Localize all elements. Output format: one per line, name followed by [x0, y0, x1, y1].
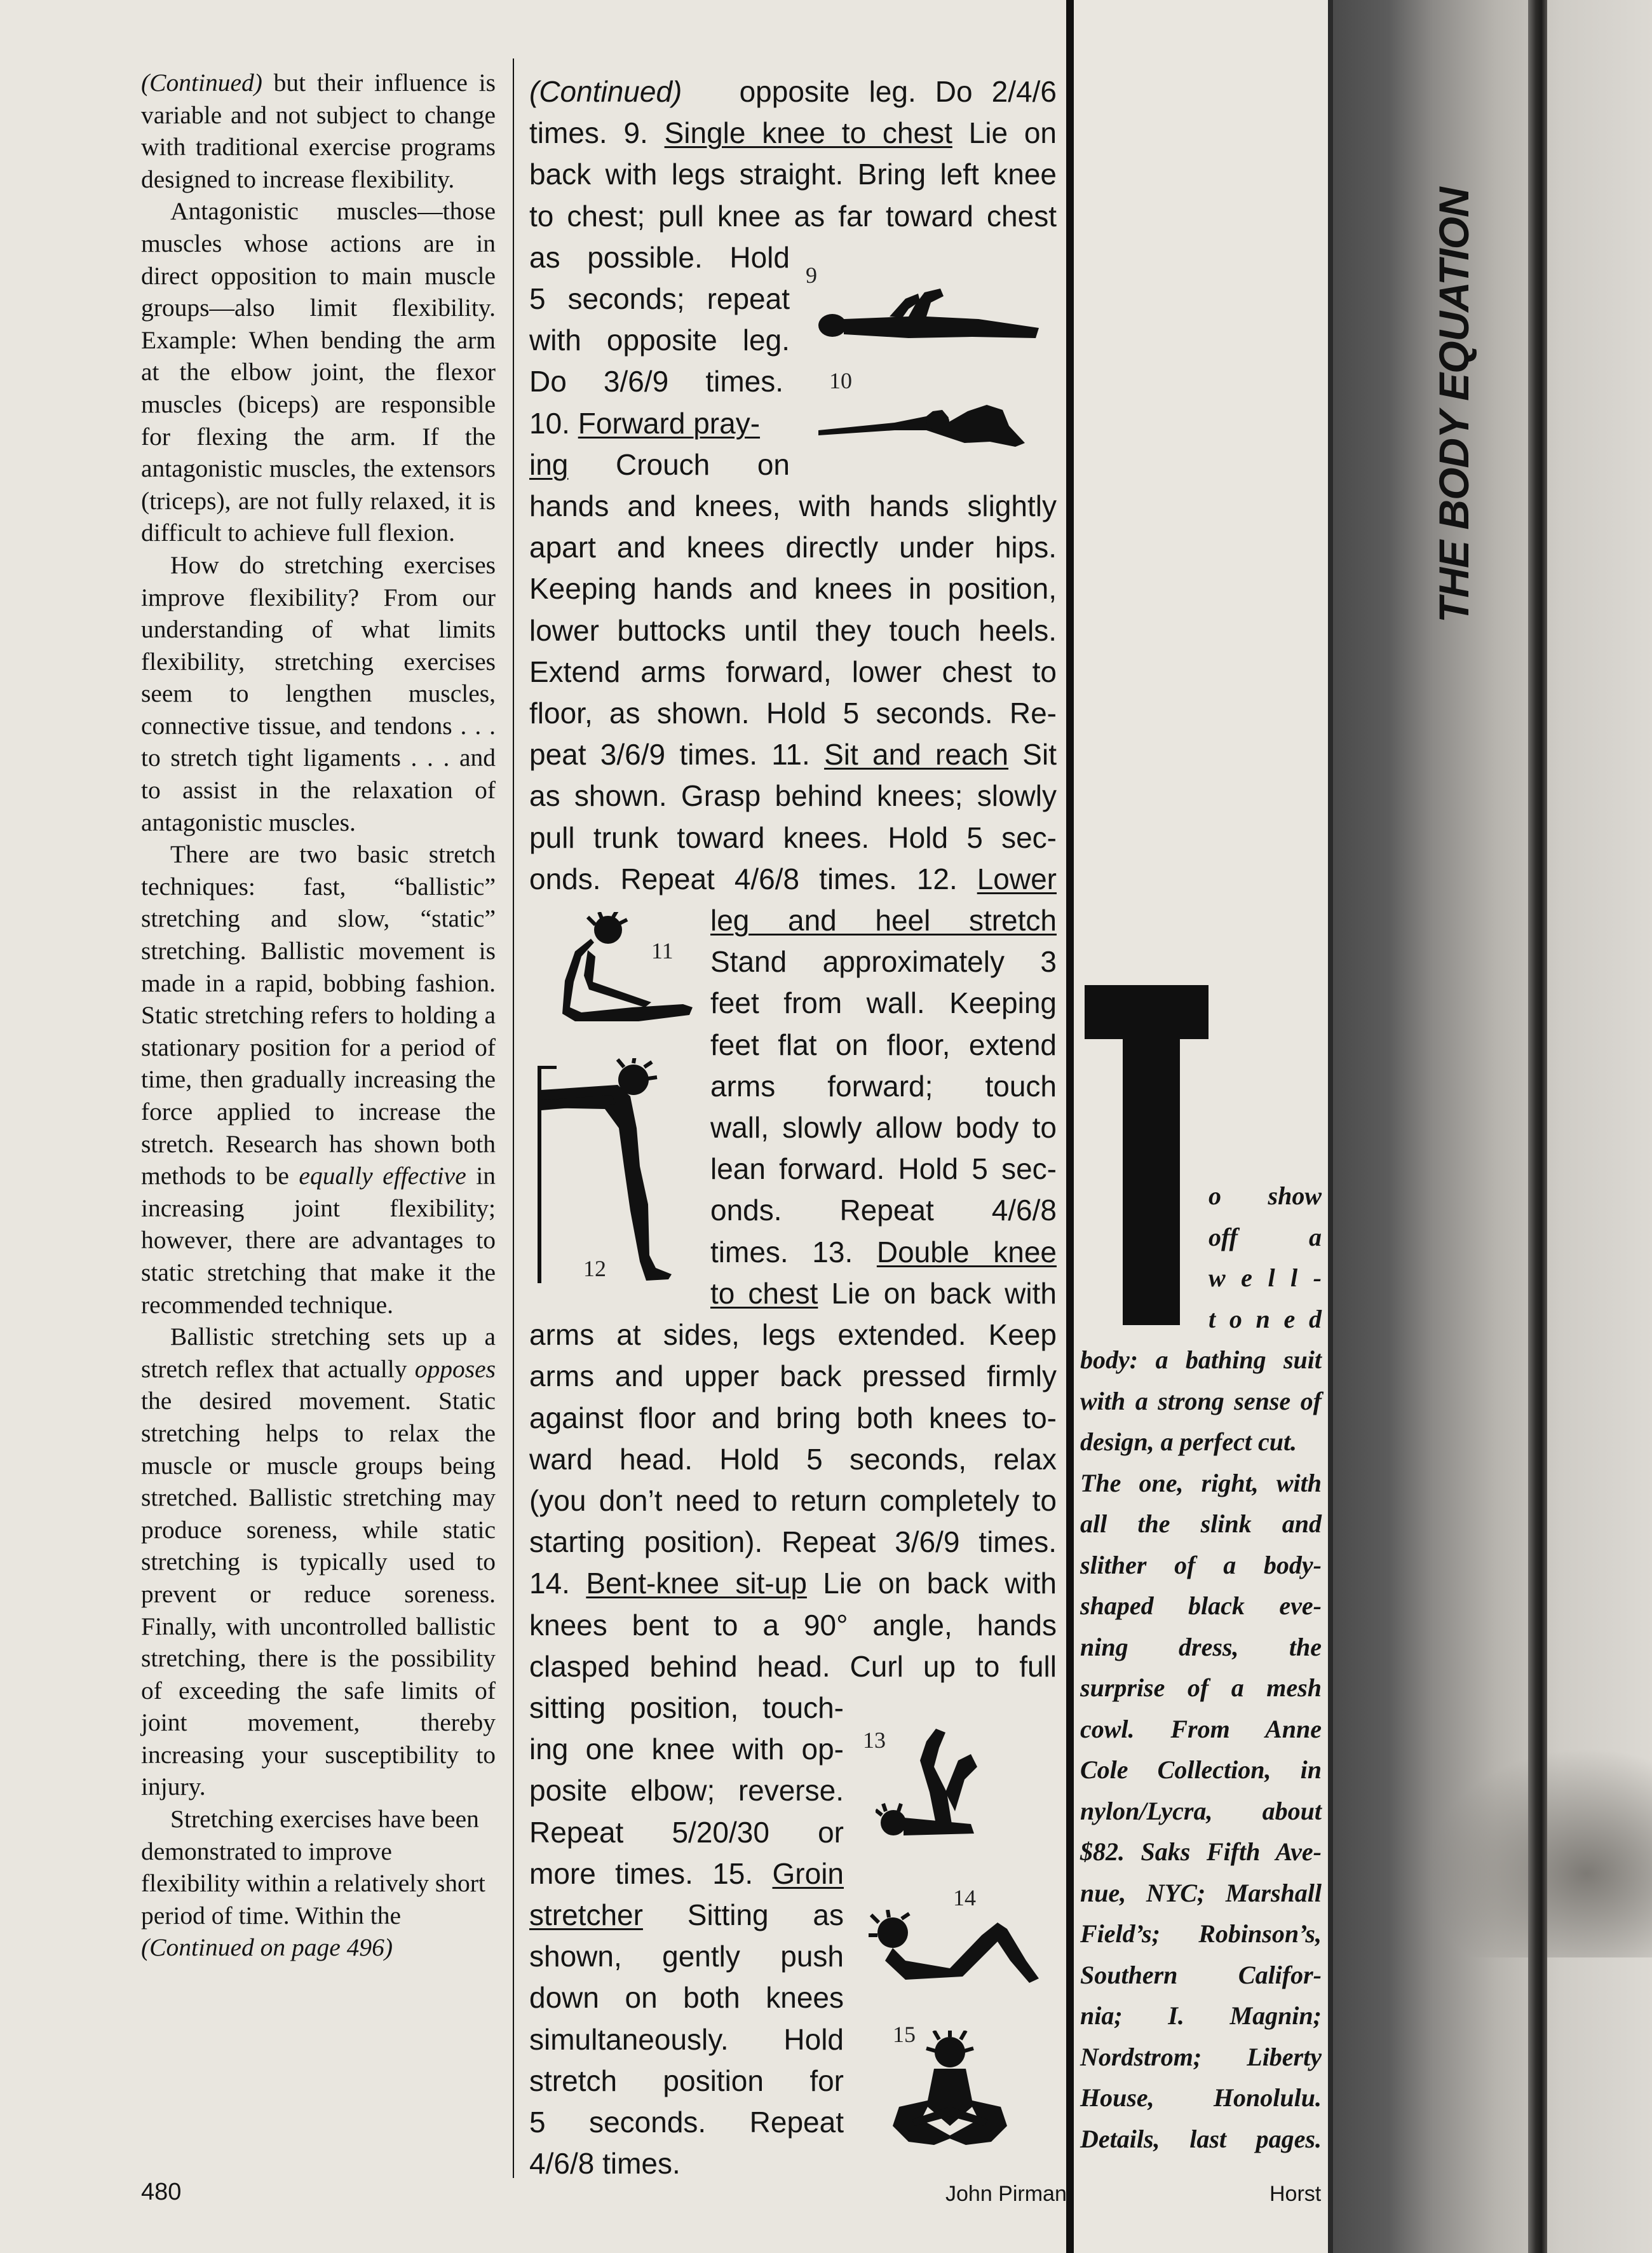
text-line: apart and knees directly under hips. — [529, 531, 1057, 564]
text-line: back with legs straight. Bring left knee — [529, 158, 1057, 191]
text-line: down on both knees — [529, 1981, 844, 2015]
exercise-title: to chest — [710, 1276, 818, 1310]
text-line: (Continued) opposite leg. Do 2/4/6 — [529, 75, 1057, 108]
text-line: Stand approximately 3 — [710, 945, 1057, 979]
figure-bent-knee-sit-up — [867, 1910, 1039, 1986]
caption-line: cowl. From Anne — [1080, 1714, 1322, 1743]
paragraph: Stretching exercises have been demonstrated to improve flexibility within a relatively short period of time. Within the (Continued on page 496) — [141, 1805, 485, 1962]
text-line: feet from wall. Keeping — [710, 986, 1057, 1020]
text-line: sitting position, touch- — [529, 1691, 844, 1724]
figure-double-knee-to-chest — [876, 1722, 996, 1849]
caption-line: nia; I. Magnin; — [1080, 2001, 1322, 2030]
text-line: pull trunk toward knees. Hold 5 sec- — [529, 820, 1057, 854]
caption-line: slither of a body- — [1080, 1550, 1322, 1579]
text-line: times. 13. Double knee — [710, 1235, 1057, 1269]
figure-forward-praying — [818, 391, 1028, 451]
paragraph: Antagonistic muscles—those muscles whose actions are in direct opposition to main muscle groups—also limit flexibility. Example: When bending the arm at the elbow joint, the flexor muscles (biceps) are responsible for flexing the arm. If the antagonistic muscles, the extensors (triceps), are not fully relaxed, it is difficult to achieve full flexion. — [141, 197, 496, 547]
text-line: feet flat on floor, extend — [710, 1028, 1057, 1061]
text-line: peat 3/6/9 times. 11. Sit and reach Sit — [529, 738, 1057, 772]
photo-pole — [1528, 0, 1547, 2253]
text-line: as shown. Grasp behind knees; slowly — [529, 779, 1057, 813]
bent-knee-sit-up-silhouette — [867, 1910, 1039, 1986]
text-line: onds. Repeat 4/6/8 times. 12. Lower — [529, 862, 1057, 895]
caption-line: off a — [1209, 1222, 1322, 1251]
figure-number-13: 13 — [863, 1727, 886, 1753]
exercise-title: Forward pray- — [578, 406, 761, 440]
text-line — [710, 900, 1057, 941]
text-line: arms forward; touch — [710, 1069, 1057, 1103]
text-line: stretch position for — [529, 2064, 844, 2097]
caption-line: Southern Califor- — [1080, 1960, 1322, 1989]
text-line: against floor and bring both knees to- — [529, 1401, 1057, 1434]
exercise-title: stretcher — [529, 1898, 643, 1931]
caption-line: Cole Collection, in — [1080, 1755, 1322, 1784]
exercise-title: Sit and reach — [824, 738, 1009, 772]
text-line: posite elbow; reverse. — [529, 1774, 844, 1807]
exercise-title: leg and heel stretch — [710, 904, 1057, 937]
section-title-text: THE BODY EQUATION — [1430, 187, 1477, 623]
caption-line: all the slink and — [1080, 1509, 1322, 1538]
text-line: more times. 15. Groin — [529, 1856, 844, 1890]
text-line: 14. Bent-knee sit-up Lie on back with — [529, 1567, 1057, 1600]
text-line: clasped behind head. Curl up to full — [529, 1649, 1057, 1683]
paragraph: Ballistic stretching sets up a stretch reflex that actually opposes the desired movement. Static stretching helps to relax the muscle or muscle groups being stretched. Ballistic stretching may produce soreness, while static stretching is typically used to prevent or reduce soreness. Finally, with uncontrolled ballistic stretching, there is the possibility of exceeding the safe limits of joint movement, thereby increasing your susceptibility to injury. — [141, 1323, 496, 1801]
text-line: floor, as shown. Hold 5 seconds. Re- — [529, 697, 1057, 730]
text-line: hands and knees, with hands slightly — [529, 489, 1057, 523]
paragraph: How do stretching exercises improve flexibility? From our understanding of what limits flexibility, stretching exercises seem to lengthen muscles, connective tissue, and tendons . . . to stretch tight ligaments . . . and to assist in the relaxation of antagonistic muscles. — [141, 550, 496, 836]
groin-stretcher-silhouette — [890, 2031, 1010, 2158]
left-column — [141, 67, 496, 1964]
text-line: Extend arms forward, lower chest to — [529, 655, 1057, 688]
text-line: 4/6/8 times. — [529, 2147, 680, 2181]
exercise-title: Lower — [977, 862, 1057, 895]
caption-line: t o n e d — [1209, 1304, 1322, 1333]
text-line: simultaneously. Hold — [529, 2022, 844, 2056]
column-rule-thick — [1066, 0, 1074, 2253]
text-line: starting position). Repeat 3/6/9 times. — [529, 1525, 1057, 1559]
text-line: wall, slowly allow body to — [710, 1111, 1057, 1145]
exercise-title: ing — [529, 447, 569, 481]
section-title — [1334, 38, 1500, 661]
caption-line: The one, right, with — [1080, 1468, 1322, 1497]
caption-line: ning dress, the — [1080, 1632, 1322, 1661]
caption-line: with a strong sense of — [1080, 1386, 1322, 1415]
column-rule-left — [513, 58, 514, 2178]
text-line: ward head. Hold 5 seconds, relax — [529, 1442, 1057, 1476]
text-line: shown, gently push — [529, 1940, 844, 1973]
text-line: as possible. Hold — [529, 240, 790, 274]
text-line: onds. Repeat 4/6/8 — [710, 1194, 1057, 1227]
caption-line: shaped black eve- — [1080, 1591, 1322, 1620]
text-line: lean forward. Hold 5 sec- — [710, 1152, 1057, 1186]
caption-line: body: a bathing suit — [1080, 1345, 1322, 1374]
text-line: 5 seconds; repeat — [529, 282, 790, 316]
exercise-title: Double knee — [876, 1235, 1057, 1269]
caption-line: Details, last pages. — [1080, 2124, 1322, 2153]
paragraph: (Continued) but their influence is variable and not subject to change with traditional exercise programs designed to increase flexibility. — [141, 69, 496, 193]
caption-line: design, a perfect cut. — [1080, 1427, 1297, 1456]
caption-line: nylon/Lycra, about — [1080, 1796, 1322, 1825]
forward-praying-silhouette — [818, 391, 1028, 451]
figure-number-14: 14 — [953, 1885, 976, 1910]
text-line: stretcher Sitting as — [529, 1898, 844, 1931]
caption-column — [1080, 1176, 1322, 2160]
text-line: 10. Forward pray- — [529, 406, 761, 440]
figure-number-11: 11 — [651, 938, 674, 963]
figure-sit-and-reach — [556, 912, 696, 1023]
figure-groin-stretcher — [890, 2031, 1010, 2158]
continued-on-page: (Continued on page 496) — [141, 1933, 393, 1962]
text-line: ing Crouch on — [529, 447, 790, 481]
figure-single-knee-to-chest — [813, 280, 1042, 350]
caption-line: $82. Saks Fifth Ave- — [1080, 1837, 1322, 1866]
photographer-credit: Horst — [1269, 2182, 1322, 2206]
exercise-title: Groin — [772, 1856, 844, 1890]
illustrator-credit: John Pirman — [945, 2182, 1067, 2206]
caption-line: Nordstrom; Liberty — [1080, 2042, 1322, 2071]
single-knee-to-chest-silhouette — [813, 280, 1042, 350]
lower-leg-and-heel-stretch-silhouette — [535, 1058, 700, 1284]
text-line: Do 3/6/9 times. — [529, 365, 783, 398]
caption-line: Field’s; Robinson’s, — [1080, 1919, 1322, 1948]
text-line: arms and upper back pressed firmly — [529, 1359, 1057, 1393]
continued-label: (Continued) — [141, 69, 262, 97]
text-line: to chest Lie on back with — [710, 1276, 1057, 1310]
exercise-title: Bent-knee sit-up — [586, 1567, 807, 1600]
caption-line: w e l l - — [1209, 1263, 1322, 1292]
text-line: knees bent to a 90° angle, hands — [529, 1608, 1057, 1642]
caption-line: nue, NYC; Marshall — [1080, 1878, 1322, 1907]
text-line: Repeat 5/20/30 or — [529, 1815, 844, 1849]
text-line: with opposite leg. — [529, 323, 790, 357]
text-line: to chest; pull knee as far toward chest — [529, 199, 1057, 233]
figure-number-12: 12 — [583, 1256, 606, 1281]
page-number: 480 — [141, 2179, 182, 2205]
double-knee-to-chest-silhouette — [876, 1722, 996, 1849]
text-line: 5 seconds. Repeat — [529, 2105, 844, 2139]
text-line: times. 9. Single knee to chest Lie on — [529, 116, 1057, 150]
exercise-title: Single knee to chest — [664, 116, 952, 150]
paragraph: There are two basic stretch techniques: fast, “ballistic” stretching and slow, “static” stretching. Ballistic movement is made in a rapid, bobbing fashion. Static stretching refers to holding a stationary position for a period of time, then gradually increasing the force applied to increase the stretch. Research has shown both methods to be equally effective in increasing joint flexibility; however, there are advantages to static stretching that make it the recommended technique. — [141, 840, 496, 1319]
figure-lower-leg-and-heel-stretch — [535, 1058, 700, 1284]
caption-line: surprise of a mesh — [1080, 1673, 1322, 1702]
sit-and-reach-silhouette — [556, 912, 696, 1023]
caption-line: o show — [1209, 1181, 1322, 1210]
text-line: ing one knee with op- — [529, 1732, 844, 1766]
caption-line: House, Honolulu. — [1080, 2083, 1322, 2112]
text-line: (you don’t need to return completely to — [529, 1483, 1057, 1517]
text-line: Keeping hands and knees in position, — [529, 572, 1057, 606]
text-line: arms at sides, legs extended. Keep — [529, 1318, 1057, 1352]
figure-number-15: 15 — [893, 2022, 916, 2047]
text-line: lower buttocks until they touch heels. — [529, 613, 1057, 647]
figure-number-9: 9 — [806, 262, 817, 288]
column-rule-dark — [1328, 0, 1333, 2253]
figure-number-10: 10 — [829, 368, 852, 393]
